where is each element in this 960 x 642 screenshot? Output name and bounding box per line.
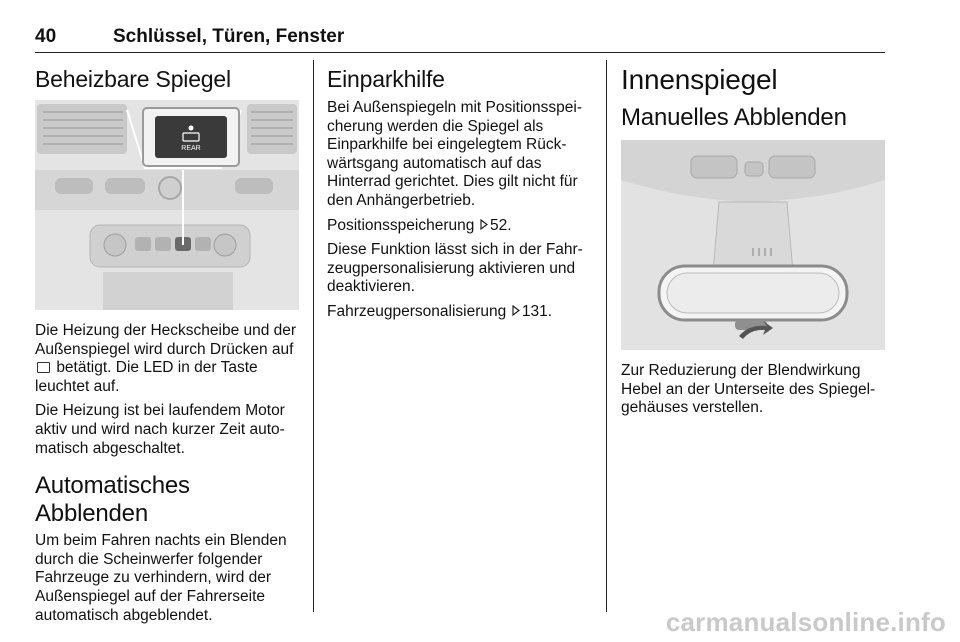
page-reference-arrow-icon	[479, 220, 486, 230]
figure-rear-heater-button	[35, 100, 299, 310]
watermark: carmanualsonline.info	[665, 607, 946, 637]
column-heated-mirrors	[35, 60, 299, 624]
paragraph-parking-aid: Bei Außenspiegeln mit Positionsspei-cherung werden die Spiegel als Einparkhilfe bei eingelegtem Rück-wärtsgang automatisch auf das Hinterrad gerichtet. Dies gilt nicht für den Anhängerbetrieb.	[327, 99, 583, 209]
paragraph-heater-activation: Die Heizung der Heckscheibe und der Außenspiegel wird durch Drücken auf betätigt. Die LED in der Taste leuchtet auf.	[35, 322, 297, 395]
heading-interior-mirror: Innenspiegel	[621, 64, 778, 95]
paragraph-personalisation: Diese Funktion lässt sich in der Fahr-zeugpersonalisierung aktivieren und deaktivieren.	[327, 241, 583, 296]
dashboard-illustration	[35, 100, 299, 310]
heading-manual-dimming: Manuelles Abblenden	[621, 104, 847, 131]
paragraph-position-memory-ref: Positionsspeicherung 52.	[327, 216, 512, 234]
column-parking-aid	[327, 60, 591, 322]
page-header	[35, 22, 885, 53]
figure-interior-mirror	[621, 140, 885, 350]
column-divider-1	[313, 60, 314, 612]
heading-auto-dimming: Automatisches Abblenden	[35, 472, 190, 528]
interior-mirror-illustration	[621, 140, 885, 350]
running-title: Schlüssel, Türen, Fenster	[113, 26, 345, 47]
paragraph-heater-auto-off: Die Heizung ist bei laufendem Motor aktiv und wird nach kurzer Zeit auto-matisch abgeschaltet.	[35, 402, 285, 457]
heading-heated-mirrors: Beheizbare Spiegel	[35, 66, 231, 92]
paragraph-auto-dimming: Um beim Fahren nachts ein Blenden durch die Scheinwerfer folgender Fahrzeuge zu verhindern, wird der Außenspiegel auf der Fahrerseite automatisch abgeblendet.	[35, 532, 287, 624]
column-interior-mirror	[621, 60, 885, 417]
heading-parking-aid: Einparkhilfe	[327, 66, 445, 92]
button-rear-label: REAR	[181, 145, 201, 152]
column-divider-2	[606, 60, 607, 612]
paragraph-manual-dimming: Zur Reduzierung der Blendwirkung Hebel an der Unterseite des Spiegel-gehäuses verstellen.	[621, 362, 876, 417]
rear-window-heater-icon	[37, 362, 50, 373]
page-reference-arrow-icon	[511, 306, 518, 316]
paragraph-personalisation-ref: Fahrzeugpersonalisierung 131.	[327, 302, 553, 320]
page-number: 40	[35, 26, 57, 47]
